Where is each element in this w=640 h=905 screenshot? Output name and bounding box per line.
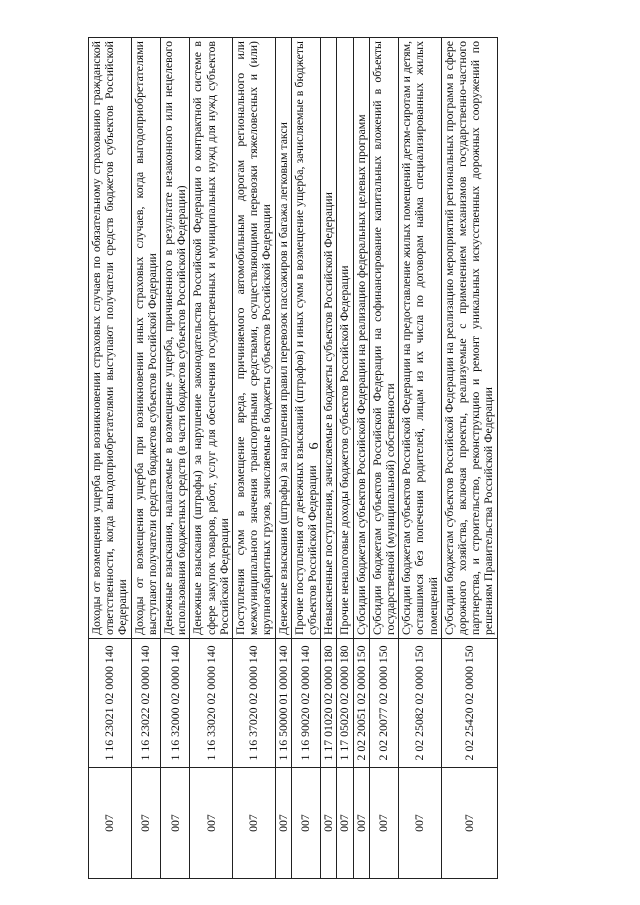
- revenue-name-cell: Денежные взыскания, налагаемые в возмещение ущерба, причиненного в результате незаконного или нецелевого использования бюджетных средств (в части бюджетов субъектов Российской Федерации): [161, 38, 190, 639]
- revenue-name-cell: Поступления сумм в возмещение вреда, причиняемого автомобильным дорогам регионального или межмуниципального значения транспортными средствами, осуществляющими перевозки тяжеловесных и (или) крупногабаритных грузов, зачисляемые в бюджеты субъектов Российской Федерации: [233, 38, 276, 639]
- revenue-codes-table: [88, 37, 498, 879]
- admin-code-cell: 007: [131, 768, 160, 879]
- table-row: [321, 38, 337, 879]
- budget-code-cell: 1 16 50000 01 0000 140: [275, 639, 291, 768]
- admin-code-cell: 007: [399, 768, 442, 879]
- admin-code-cell: 007: [291, 768, 320, 879]
- admin-code-cell: 007: [337, 768, 353, 879]
- budget-code-cell: 2 02 20077 02 0000 150: [369, 639, 398, 768]
- revenue-name-cell: Прочие поступления от денежных взысканий (штрафов) и иных сумм в возмещение ущерба, зачисляемые в бюджеты субъектов Российской Федерации: [291, 38, 320, 639]
- table-row: [369, 38, 398, 879]
- revenue-name-cell: Денежные взыскания (штрафы) за нарушение законодательства Российской Федерации о контрактной системе в сфере закупок товаров, работ, услуг для обеспечения государственных и муниципальных нужд для нужд субъектов Российской Федерации: [190, 38, 233, 639]
- table-row: [190, 38, 233, 879]
- budget-code-cell: 1 16 23021 02 0000 140: [89, 639, 132, 768]
- revenue-name-cell: Субсидии бюджетам субъектов Российской Федерации на реализацию мероприятий региональных программ в сфере дорожного хозяйства, включая проекты, реализуемые с применением механизмов государственно-частного партнерства, и строительство, реконструкцию и ремонт уникальных искусственных дорожных сооружений по решениям Правительства Российской Федерации: [441, 38, 497, 639]
- rotated-table-container: [88, 37, 498, 879]
- budget-code-cell: 2 02 25420 02 0000 150: [441, 639, 497, 768]
- admin-code-cell: 007: [321, 768, 337, 879]
- revenue-name-cell: Прочие неналоговые доходы бюджетов субъектов Российской Федерации: [337, 38, 353, 639]
- revenue-name-cell: Субсидии бюджетам субъектов Российской Федерации на софинансирование капитальных вложений в объекты государственной (муниципальной) собственности: [369, 38, 398, 639]
- admin-code-cell: 007: [190, 768, 233, 879]
- table-row: [233, 38, 276, 879]
- admin-code-cell: 007: [233, 768, 276, 879]
- revenue-name-cell: Доходы от возмещения ущерба при возникновении иных страховых случаев, когда выгодоприобретателями выступают получатели средств бюджетов субъектов Российской Федерации: [131, 38, 160, 639]
- budget-code-cell: 1 17 05020 02 0000 180: [337, 639, 353, 768]
- admin-code-cell: 007: [353, 768, 369, 879]
- budget-code-cell: 1 16 37020 02 0000 140: [233, 639, 276, 768]
- table-row: [89, 38, 132, 879]
- admin-code-cell: 007: [369, 768, 398, 879]
- budget-code-cell: 2 02 20051 02 0000 150: [353, 639, 369, 768]
- table-row: [337, 38, 353, 879]
- admin-code-cell: 007: [441, 768, 497, 879]
- revenue-name-cell: Субсидии бюджетам субъектов Российской Федерации на предоставление жилых помещений детям-сиротам и детям, оставшимся без попечения родителей, лицам из их числа по договорам найма специализированных жилых помещений: [399, 38, 442, 639]
- budget-code-cell: 1 16 23022 02 0000 140: [131, 639, 160, 768]
- table-row: [399, 38, 442, 879]
- table-row: [353, 38, 369, 879]
- table-row: [275, 38, 291, 879]
- revenue-name-cell: Субсидии бюджетам субъектов Российской Федерации на реализацию федеральных целевых программ: [353, 38, 369, 639]
- budget-code-cell: 2 02 25082 02 0000 150: [399, 639, 442, 768]
- admin-code-cell: 007: [89, 768, 132, 879]
- budget-code-cell: 1 17 01020 02 0000 180: [321, 639, 337, 768]
- revenue-name-cell: Невыясненные поступления, зачисляемые в бюджеты субъектов Российской Федерации: [321, 38, 337, 639]
- table-row: [291, 38, 320, 879]
- budget-code-cell: 1 16 32000 02 0000 140: [161, 639, 190, 768]
- budget-code-cell: 1 16 33020 02 0000 140: [190, 639, 233, 768]
- table-row: [441, 38, 497, 879]
- admin-code-cell: 007: [161, 768, 190, 879]
- revenue-name-cell: Доходы от возмещения ущерба при возникновении страховых случаев по обязательному страхованию гражданской ответственности, когда выгодоприобретателями выступают получатели средств бюджетов субъектов Российской Федерации: [89, 38, 132, 639]
- budget-code-cell: 1 16 90020 02 0000 140: [291, 639, 320, 768]
- revenue-name-cell: Денежные взыскания (штрафы) за нарушения правил перевозок пассажиров и багажа легковым такси: [275, 38, 291, 639]
- table-row: [131, 38, 160, 879]
- table-row: [161, 38, 190, 879]
- admin-code-cell: 007: [275, 768, 291, 879]
- page-number: 6: [307, 442, 322, 450]
